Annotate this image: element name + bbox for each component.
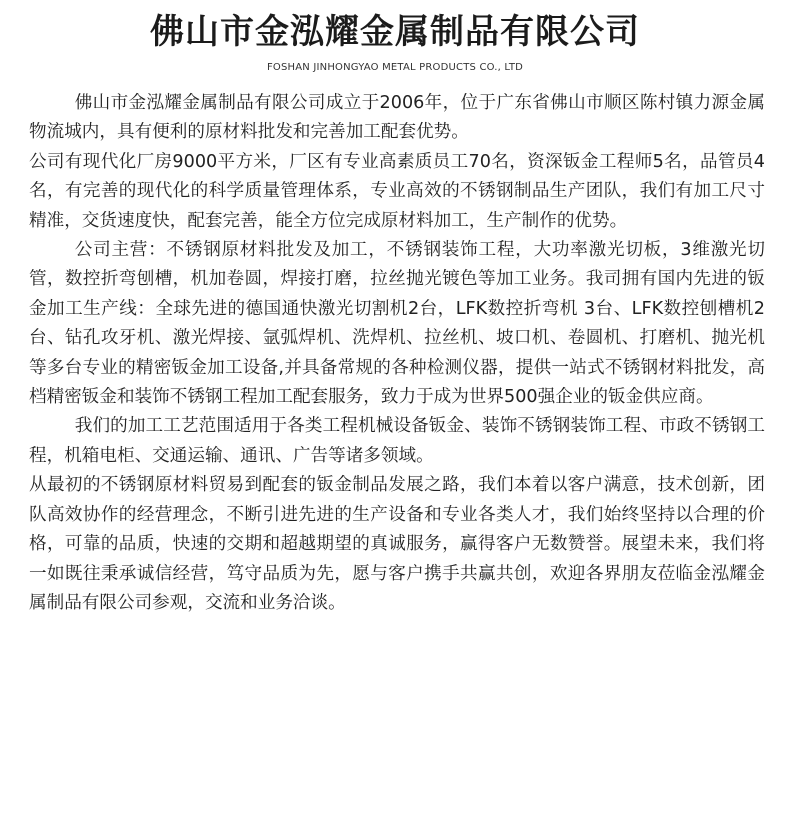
paragraph-facilities: 公司有现代化厂房9000平方米，厂区有专业高素质员工70名，资深钣金工程师5名，品管员4名，有完善的现代化的科学质量管理体系，专业高效的不锈钢制品生产团队，我们有加工尺寸精准，交货速度快，配套完善，能全方位完成原材料加工，生产制作的优势。 — [29, 151, 765, 231]
intro-body — [29, 89, 765, 618]
paragraph-application-fields: 我们的加工工艺范围适用于各类工程机械设备钣金、装饰不锈钢装饰工程、市政不锈钢工程，机箱电柜、交通运输、通讯、广告等诸多领域。 — [29, 416, 765, 466]
paragraph-founding: 佛山市金泓耀金属制品有限公司成立于2006年，位于广东省佛山市顺区陈村镇力源金属物流城内，具有便利的原材料批发和完善加工配套优势。 — [29, 93, 765, 143]
paragraph-philosophy: 从最初的不锈钢原材料贸易到配套的钣金制品发展之路，我们本着以客户满意，技术创新，团队高效协作的经营理念，不断引进先进的生产设备和专业各类人才，我们始终坚持以合理的价格，可靠的品质，快速的交期和超越期望的真诚服务，赢得客户无数赞誉。展望未来，我们将一如既往秉承诚信经营，笃守品质为先，愿与客户携手共赢共创，欢迎各界朋友莅临金泓耀金属制品有限公司参观，交流和业务洽谈。 — [29, 475, 765, 613]
company-english-name: FOSHAN JINHONGYAO METAL PRODUCTS CO., LTD — [266, 62, 524, 73]
company-title: 佛山市金泓耀金属制品有限公司 — [150, 12, 640, 52]
paragraph-main-business: 公司主营：不锈钢原材料批发及加工，不锈钢装饰工程，大功率激光切板，3维激光切管，数控折弯刨槽，机加卷圆，焊接打磨，拉丝抛光镀色等加工业务。我司拥有国内先进的钣金加工生产线：全球先进的德国通快激光切割机2台，LFK数控折弯机 3台、LFK数控刨槽机2台、钻孔攻牙机、激光焊接、氩弧焊机、洗焊机、拉丝机、坡口机、卷圆机、打磨机、抛光机等多台专业的精密钣金加工设备,并具备常规的各种检测仪器，提供一站式不锈钢材料批发，高档精密钣金和装饰不锈钢工程加工配套服务，致力于成为世界500强企业的钣金供应商。 — [29, 240, 765, 408]
